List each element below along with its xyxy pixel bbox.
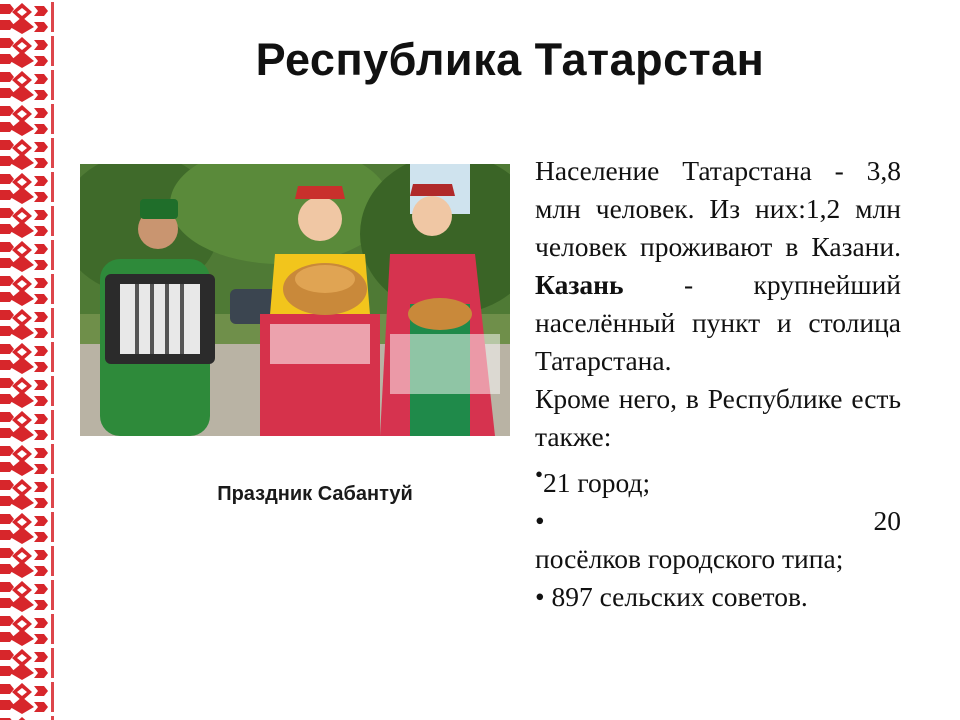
- besides-paragraph: Кроме него, в Республике есть также:: [535, 383, 901, 452]
- bullet-number: 20: [873, 505, 901, 537]
- population-paragraph: [535, 152, 901, 380]
- bullet-text: 897 сельских советов.: [544, 581, 808, 613]
- info-text-block: [535, 152, 901, 616]
- bullet-marker: •: [535, 581, 545, 613]
- bullet-item-councils: [535, 578, 901, 616]
- kazan-bold-text: Казань: [535, 269, 624, 300]
- bullet-marker: •: [535, 462, 544, 487]
- bullet-item-cities: [535, 456, 901, 502]
- bullet-text: 21 город;: [543, 467, 651, 499]
- page-title: Республика Татарстан: [255, 34, 765, 85]
- photo-caption: Праздник Сабантуй: [217, 483, 413, 505]
- sabantuy-photo: [80, 164, 510, 436]
- kazan-description-text: - крупнейший населённый пункт и столица Татарстана.: [535, 269, 901, 376]
- bullet-item-settlements-text: посёлков городского типа;: [535, 543, 844, 575]
- population-text: Население Татарстана - 3,8 млн человек. Из них:1,2 млн человек проживают в Казани.: [535, 155, 901, 262]
- bullet-item-settlements: [535, 502, 901, 540]
- bullet-marker: •: [535, 505, 545, 537]
- ornament-pattern-icon: [0, 0, 60, 720]
- ornament-border: [0, 0, 60, 720]
